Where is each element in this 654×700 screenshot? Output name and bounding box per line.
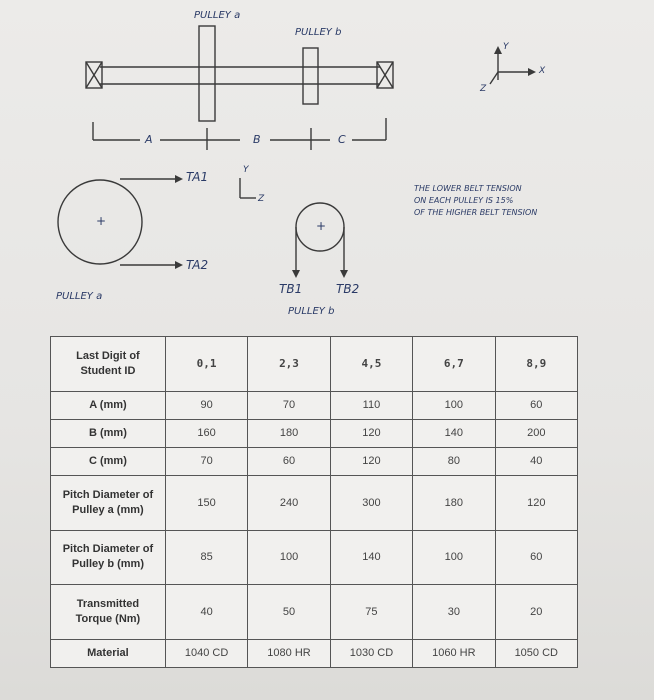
note-line-3: OF THE HIGHER BELT TENSION: [414, 208, 538, 217]
local-z-label: Z: [258, 194, 265, 204]
table-cell: 140: [330, 530, 412, 585]
tension-tb1-label: TB1: [279, 282, 303, 296]
table-cell: 120: [495, 476, 577, 531]
table-row: [51, 447, 578, 475]
dimension-c-label: C: [338, 133, 346, 146]
row-label-cell: C (mm): [51, 447, 166, 475]
table-cell: 75: [330, 585, 412, 640]
table-cell: 85: [165, 530, 247, 585]
table-row: [51, 419, 578, 447]
table-cell: 1040 CD: [165, 639, 247, 667]
row-label-cell: A (mm): [51, 391, 166, 419]
dimension-b-label: B: [253, 133, 261, 146]
table-cell: 110: [330, 391, 412, 419]
table-cell: 90: [165, 391, 247, 419]
table-cell: 140: [413, 419, 495, 447]
pulley-a-side-view: [199, 26, 215, 121]
table-cell: 60: [248, 447, 330, 475]
table-cell: 30: [413, 585, 495, 640]
local-y-label: Y: [243, 165, 249, 175]
column-header: 2,3: [248, 337, 330, 392]
axis-y-label: Y: [503, 42, 509, 52]
note-line-2: ON EACH PULLEY IS 15%: [414, 196, 514, 205]
belt-tension-note: [414, 183, 537, 219]
pulley-a-caption: PULLEY a: [56, 291, 103, 302]
table-cell: 20: [495, 585, 577, 640]
row-label-cell: B (mm): [51, 419, 166, 447]
row-label-cell: Pitch Diameter of Pulley a (mm): [51, 476, 166, 531]
table-cell: 300: [330, 476, 412, 531]
table-cell: 1050 CD: [495, 639, 577, 667]
row-label-cell: Transmitted Torque (Nm): [51, 585, 166, 640]
column-header: 0,1: [165, 337, 247, 392]
table-cell: 240: [248, 476, 330, 531]
tension-ta2-label: TA2: [186, 258, 209, 272]
table-cell: 70: [248, 391, 330, 419]
table-cell: 100: [248, 530, 330, 585]
table-cell: 150: [165, 476, 247, 531]
table-cell: 120: [330, 447, 412, 475]
table-cell: 180: [248, 419, 330, 447]
table-cell: 50: [248, 585, 330, 640]
table-cell: 100: [413, 530, 495, 585]
tension-ta1-label: TA1: [186, 170, 209, 184]
table-cell: 1060 HR: [413, 639, 495, 667]
pulley-b-top-label: PULLEY b: [295, 27, 342, 38]
table-cell: 1080 HR: [248, 639, 330, 667]
table-row: [51, 639, 578, 667]
axis-x-label: X: [539, 66, 546, 76]
table-row: [51, 530, 578, 585]
pulley-b-caption: PULLEY b: [288, 306, 335, 317]
table-header-row: [51, 337, 578, 392]
dimension-a-label: A: [145, 133, 153, 146]
table-cell: 160: [165, 419, 247, 447]
table-row: [51, 476, 578, 531]
table-cell: 180: [413, 476, 495, 531]
pulley-a-top-label: PULLEY a: [194, 10, 241, 21]
table-cell: 100: [413, 391, 495, 419]
table-row: [51, 585, 578, 640]
row-label-cell: Material: [51, 639, 166, 667]
table-cell: 70: [165, 447, 247, 475]
tension-tb2-label: TB2: [336, 282, 360, 296]
pulley-b-center-mark: +: [316, 219, 327, 233]
note-line-1: THE LOWER BELT TENSION: [414, 184, 522, 193]
table-cell: 200: [495, 419, 577, 447]
pulley-b-side-view: [303, 48, 318, 104]
column-header: 6,7: [413, 337, 495, 392]
table-cell: 1030 CD: [330, 639, 412, 667]
shaft-diagram: [0, 0, 654, 340]
table-cell: 80: [413, 447, 495, 475]
row-label-cell: Pitch Diameter of Pulley b (mm): [51, 530, 166, 585]
axis-z-label: Z: [480, 84, 487, 94]
table-cell: 60: [495, 391, 577, 419]
column-header: 8,9: [495, 337, 577, 392]
parameter-table: [50, 336, 578, 668]
table-row: [51, 391, 578, 419]
header-label-cell: Last Digit of Student ID: [51, 337, 166, 392]
table-cell: 40: [495, 447, 577, 475]
table-body: [51, 391, 578, 667]
table-cell: 40: [165, 585, 247, 640]
pulley-a-center-mark: +: [96, 214, 107, 228]
column-header: 4,5: [330, 337, 412, 392]
table-cell: 120: [330, 419, 412, 447]
table-cell: 60: [495, 530, 577, 585]
